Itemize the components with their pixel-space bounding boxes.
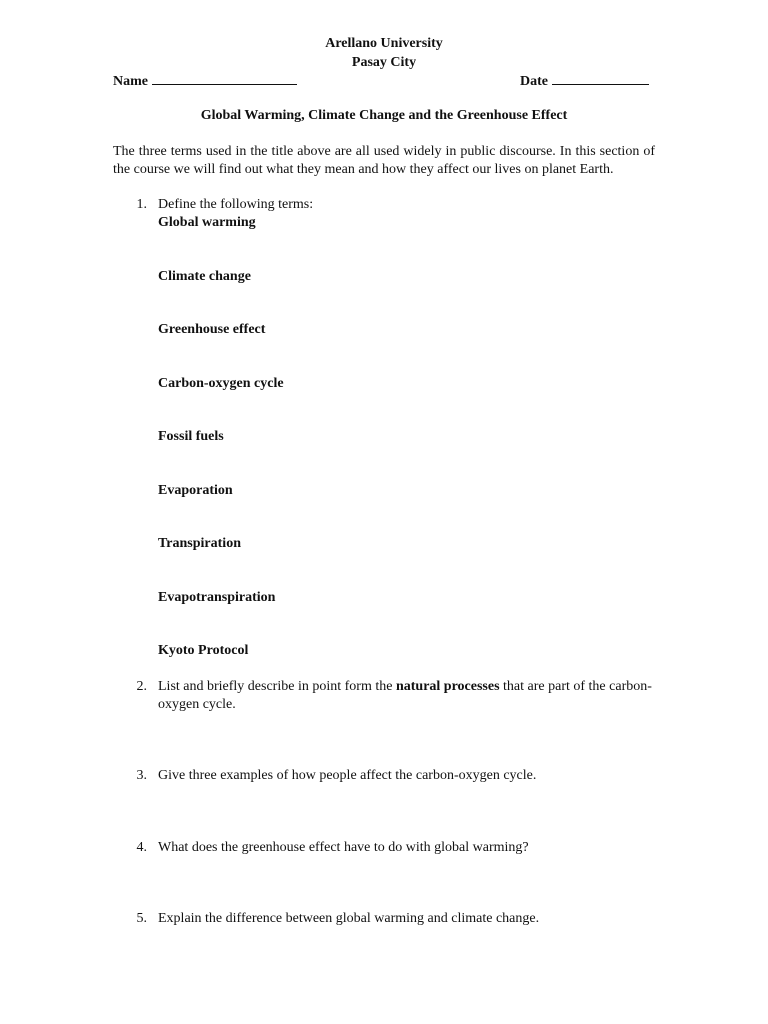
date-blank-line [552,71,649,85]
question-1-text: Define the following terms: [158,197,314,212]
question-2-number: 2. [136,679,147,694]
date-label: Date [520,74,548,89]
name-label: Name [113,74,148,89]
question-4-text: What does the greenhouse effect have to do with global warming? [158,840,529,855]
term-evapotranspiration: Evapotranspiration [158,590,276,605]
question-5-text: Explain the difference between global warming and climate change. [158,911,540,926]
term-transpiration: Transpiration [158,536,241,551]
name-date-row [113,71,658,89]
question-2-text-end: that are part of the carbon-oxygen cycle. [158,679,652,712]
question-2-text [158,678,656,714]
name-blank-line [152,71,297,85]
term-climate-change: Climate change [158,269,251,284]
city-name: Pasay City [351,55,417,70]
term-kyoto-protocol: Kyoto Protocol [158,643,249,658]
question-3-text: Give three examples of how people affect the carbon-oxygen cycle. [158,768,537,783]
date-field-group [520,71,649,91]
question-2-emphasis: natural processes [395,679,500,694]
question-2-text-start: List and briefly describe in point form the [158,679,396,694]
worksheet-title: Global Warming, Climate Change and the Greenhouse Effect [200,108,568,123]
question-4-number: 4. [136,840,147,855]
term-greenhouse-effect: Greenhouse effect [158,322,266,337]
question-5-number: 5. [136,911,147,926]
term-global-warming: Global warming [158,215,256,230]
term-fossil-fuels: Fossil fuels [158,429,224,444]
question-1-number: 1. [136,197,147,212]
term-evaporation: Evaporation [158,483,233,498]
term-carbon-oxygen-cycle: Carbon-oxygen cycle [158,376,284,391]
intro-paragraph: The three terms used in the title above are all used widely in public discourse. In this section of the course we will find out what they mean and how they affect our lives on planet Earth. [113,144,655,177]
university-name: Arellano University [325,36,443,51]
name-field-group [113,71,297,91]
question-3-number: 3. [136,768,147,783]
